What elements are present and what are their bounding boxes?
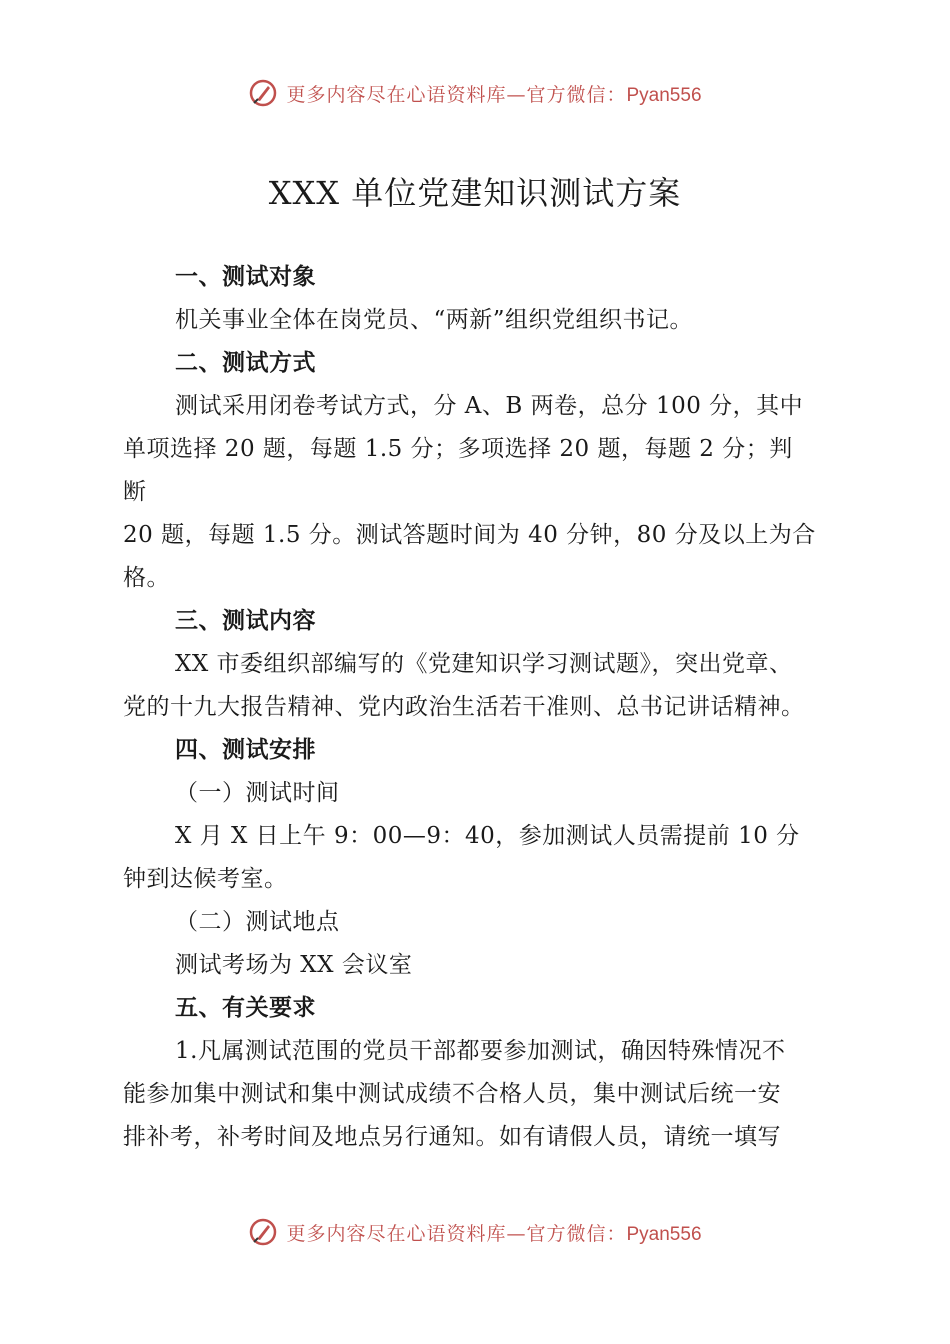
paragraph-line: 排补考，补考时间及地点另行通知。如有请假人员，请统一填写	[123, 1124, 781, 1150]
paragraph-line: 能参加集中测试和集中测试成绩不合格人员，集中测试后统一安	[123, 1081, 781, 1107]
watermark-footer	[0, 1212, 950, 1252]
section-heading: 二、测试方式	[175, 350, 316, 376]
paragraph-line: 断	[123, 479, 147, 505]
paragraph-line: 党的十九大报告精神、党内政治生活若干准则、总书记讲话精神。	[123, 694, 805, 720]
paragraph-line: 1.凡属测试范围的党员干部都要参加测试，确因特殊情况不	[175, 1038, 786, 1064]
paragraph-line: 测试考场为 XX 会议室	[175, 952, 413, 978]
section-heading: 一、测试对象	[175, 264, 316, 290]
paragraph-line: X 月 X 日上午 9：00—9：40，参加测试人员需提前 10 分	[175, 823, 800, 849]
section-heading: 五、有关要求	[175, 995, 316, 1021]
watermark-header	[0, 73, 950, 113]
watermark-text: 更多内容尽在心语资料库—官方微信：Pyan556	[286, 1222, 702, 1245]
paragraph-line: 机关事业全体在岗党员、“两新”组织党组织书记。	[175, 307, 694, 333]
paragraph-line: 20 题，每题 1.5 分。测试答题时间为 40 分钟，80 分及以上为合	[123, 522, 816, 548]
document-body	[123, 256, 833, 1159]
section-heading: 三、测试内容	[175, 608, 316, 634]
subsection-heading: （一）测试时间	[175, 780, 340, 806]
subsection-heading: （二）测试地点	[175, 909, 340, 935]
quill-logo-icon	[248, 78, 278, 108]
document-title: XXX 单位党建知识测试方案	[268, 174, 682, 212]
watermark-text: 更多内容尽在心语资料库—官方微信：Pyan556	[286, 83, 702, 106]
paragraph-line: 测试采用闭卷考试方式，分 A、B 两卷，总分 100 分，其中	[175, 393, 804, 419]
section-heading: 四、测试安排	[175, 737, 316, 763]
paragraph-line: 单项选择 20 题，每题 1.5 分；多项选择 20 题，每题 2 分；判	[123, 436, 793, 462]
quill-logo-icon	[248, 1217, 278, 1247]
paragraph-line: 钟到达候考室。	[123, 866, 288, 892]
paragraph-line: 格。	[123, 565, 170, 591]
paragraph-line: XX 市委组织部编写的《党建知识学习测试题》，突出党章、	[175, 651, 793, 677]
